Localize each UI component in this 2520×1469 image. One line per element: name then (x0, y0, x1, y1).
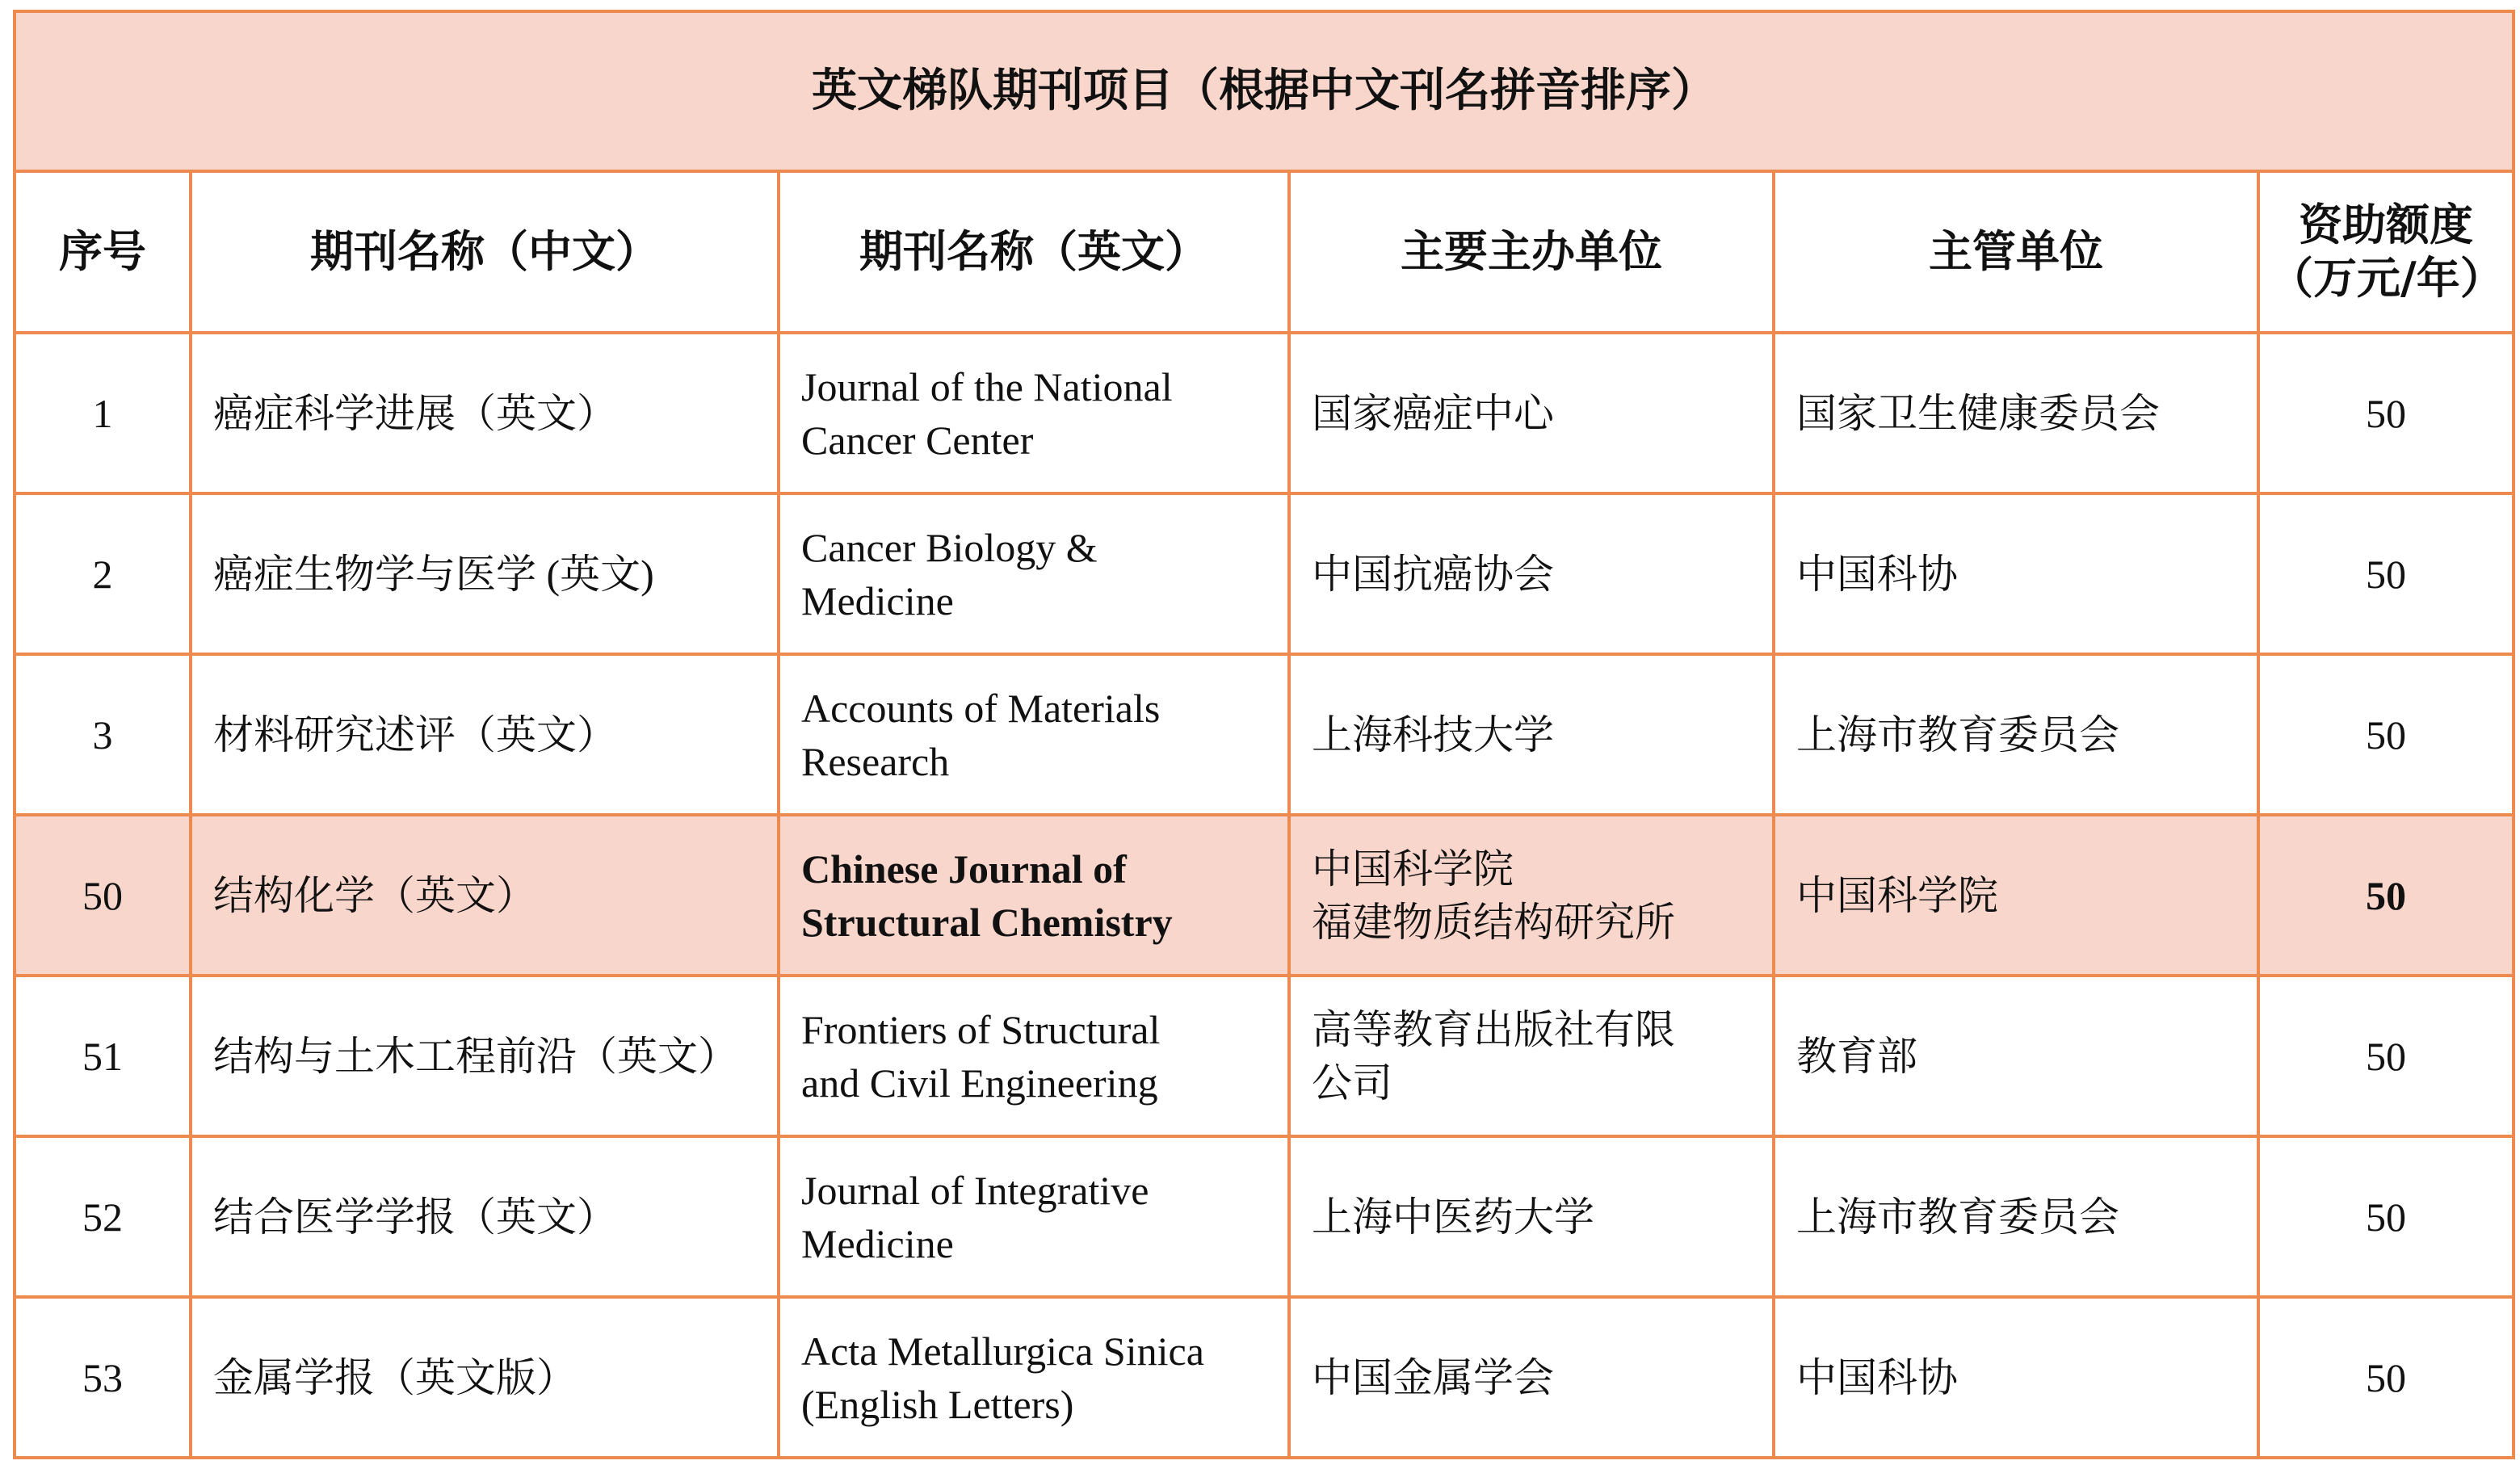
cell-name-en (779, 1297, 1289, 1458)
cell-supervisor: 中国科协 (1774, 1297, 2258, 1458)
cell-supervisor: 中国科学院 (1774, 815, 2258, 976)
title-row (15, 11, 2514, 171)
table-row (15, 654, 2514, 815)
cell-sponsor (1289, 815, 1774, 976)
cell-name-cn: 结合医学学报（英文） (191, 1136, 779, 1297)
cell-name-cn: 金属学报（英文版） (191, 1297, 779, 1458)
name-en-line2: Structural Chemistry (801, 899, 1173, 945)
name-en-line2: Research (801, 738, 950, 784)
cell-amount: 50 (2258, 815, 2514, 976)
cell-supervisor: 国家卫生健康委员会 (1774, 333, 2258, 493)
cell-num: 3 (15, 654, 191, 815)
cell-num: 52 (15, 1136, 191, 1297)
cell-amount: 50 (2258, 493, 2514, 654)
journal-table (13, 10, 2515, 1459)
cell-name-cn: 癌症科学进展（英文） (191, 333, 779, 493)
cell-num: 53 (15, 1297, 191, 1458)
cell-num: 51 (15, 976, 191, 1136)
sponsor-line2: 公司 (1312, 1060, 1392, 1106)
cell-amount: 50 (2258, 1297, 2514, 1458)
cell-amount: 50 (2258, 654, 2514, 815)
name-en-line1: Journal of Integrative (801, 1167, 1149, 1213)
header-name-cn: 期刊名称（中文） (191, 171, 779, 333)
cell-supervisor: 教育部 (1774, 976, 2258, 1136)
sponsor-line1: 中国抗癌协会 (1312, 551, 1554, 597)
cell-name-cn: 结构化学（英文） (191, 815, 779, 976)
table-row (15, 976, 2514, 1136)
cell-name-en (779, 976, 1289, 1136)
header-amount-line1: 资助额度 (2299, 199, 2473, 250)
journal-table-container (13, 10, 2512, 1463)
header-row (15, 171, 2514, 333)
name-en-line1: Cancer Biology & (801, 524, 1098, 570)
sponsor-line1: 中国金属学会 (1312, 1354, 1554, 1400)
name-en-line2: Medicine (801, 1220, 954, 1266)
table-row-highlighted (15, 815, 2514, 976)
table-row (15, 1136, 2514, 1297)
sponsor-line1: 中国科学院 (1312, 846, 1514, 892)
cell-sponsor (1289, 333, 1774, 493)
cell-supervisor: 上海市教育委员会 (1774, 1136, 2258, 1297)
name-en-line2: and Civil Engineering (801, 1060, 1158, 1106)
cell-amount: 50 (2258, 976, 2514, 1136)
cell-num: 50 (15, 815, 191, 976)
cell-sponsor (1289, 1136, 1774, 1297)
cell-amount: 50 (2258, 1136, 2514, 1297)
table-row (15, 493, 2514, 654)
header-sponsor: 主要主办单位 (1289, 171, 1774, 333)
cell-sponsor (1289, 654, 1774, 815)
cell-sponsor (1289, 976, 1774, 1136)
cell-name-cn: 癌症生物学与医学 (英文) (191, 493, 779, 654)
name-en-line1: Chinese Journal of (801, 846, 1127, 892)
header-amount (2258, 171, 2514, 333)
header-amount-line2: （万元/年） (2270, 253, 2504, 304)
cell-sponsor (1289, 1297, 1774, 1458)
header-name-en: 期刊名称（英文） (779, 171, 1289, 333)
cell-name-cn: 结构与土木工程前沿（英文） (191, 976, 779, 1136)
cell-num: 1 (15, 333, 191, 493)
cell-amount: 50 (2258, 333, 2514, 493)
cell-supervisor: 中国科协 (1774, 493, 2258, 654)
name-en-line2: (English Letters) (801, 1381, 1074, 1427)
cell-name-en (779, 1136, 1289, 1297)
cell-name-en (779, 654, 1289, 815)
sponsor-line1: 高等教育出版社有限 (1312, 1006, 1675, 1052)
header-supervisor: 主管单位 (1774, 171, 2258, 333)
name-en-line2: Cancer Center (801, 417, 1034, 463)
header-num: 序号 (15, 171, 191, 333)
cell-name-en (779, 493, 1289, 654)
cell-sponsor (1289, 493, 1774, 654)
cell-name-en (779, 815, 1289, 976)
table-row (15, 1297, 2514, 1458)
sponsor-line1: 国家癌症中心 (1312, 390, 1554, 436)
name-en-line1: Frontiers of Structural (801, 1006, 1161, 1052)
cell-supervisor: 上海市教育委员会 (1774, 654, 2258, 815)
table-title: 英文梯队期刊项目（根据中文刊名拼音排序） (15, 11, 2514, 171)
cell-name-cn: 材料研究述评（英文） (191, 654, 779, 815)
name-en-line1: Accounts of Materials (801, 685, 1161, 731)
sponsor-line1: 上海科技大学 (1312, 711, 1554, 758)
name-en-line1: Acta Metallurgica Sinica (801, 1328, 1204, 1374)
cell-num: 2 (15, 493, 191, 654)
name-en-line1: Journal of the National (801, 363, 1173, 409)
sponsor-line1: 上海中医药大学 (1312, 1194, 1594, 1240)
sponsor-line2: 福建物质结构研究所 (1312, 899, 1675, 945)
name-en-line2: Medicine (801, 577, 954, 623)
table-row (15, 333, 2514, 493)
cell-name-en (779, 333, 1289, 493)
